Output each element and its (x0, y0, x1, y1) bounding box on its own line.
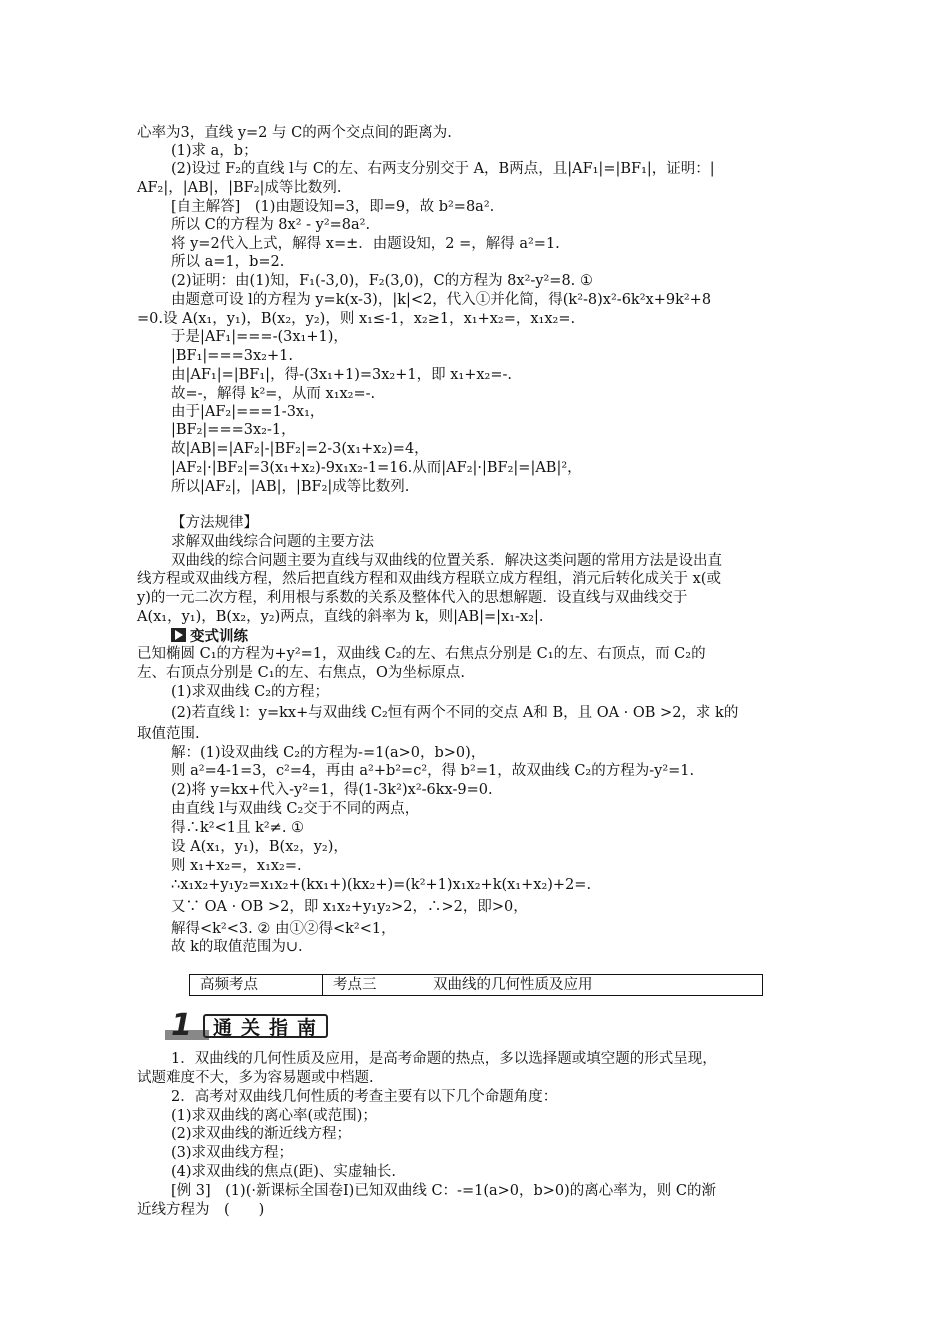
text-line: 由题意可设 l的方程为 y=k(x-3)，|k|<2，代入①并化简，得(k²-8)x²-6k²x+9k²+8 (171, 292, 712, 308)
text-line: (1)求 a，b； (171, 143, 258, 159)
text-line: 由直线 l与双曲线 C₂交于不同的两点， (171, 801, 420, 817)
play-icon (171, 628, 186, 642)
text-line: 故=-，解得 k²=，从而 x₁x₂=-. (171, 386, 376, 402)
text-line: 由|AF₁|=|BF₁|，得-(3x₁+1)=3x₂+1，即 x₁+x₂=-. (171, 367, 513, 383)
text-line: 近线方程为 ( ) (137, 1202, 265, 1218)
text-line: 试题难度不大，多为容易题或中档题. (137, 1070, 374, 1086)
text-line: 故|AB|=|AF₂|-|BF₂|=2-3(x₁+x₂)=4， (171, 441, 429, 457)
variant-training-label: 变式训练 (190, 627, 248, 645)
guide-title: 通关指南 (203, 1014, 328, 1038)
text-line: ∴x₁x₂+y₁y₂=x₁x₂+(kx₁+)(kx₂+)=(k²+1)x₁x₂+k(x₁+x₂)+2=. (171, 877, 592, 893)
text-line: 所以 a=1，b=2. (171, 254, 285, 270)
text-line: 心率为3，直线 y=2 与 C的两个交点间的距离为. (137, 125, 452, 141)
text-line: 由于|AF₂|===1-3x₁， (171, 404, 325, 420)
guide-number: 1 (171, 1008, 192, 1043)
text-line: 又∵ OA · OB >2，即 x₁x₂+y₁y₂>2，∴>2，即>0， (171, 899, 528, 915)
text-line: 于是|AF₁|===-(3x₁+1)， (171, 329, 348, 345)
text-line: |AF₂|·|BF₂|=3(x₁+x₂)-9x₁x₂-1=16.从而|AF₂|·|BF₂|=|AB|²， (171, 460, 582, 476)
text-line: 则 a²=4-1=3，c²=4，再由 a²+b²=c²，得 b²=1，故双曲线 C₂的方程为-y²=1. (171, 763, 695, 779)
variant-training-heading (171, 626, 248, 644)
text-line: 故 k的取值范围为∪. (171, 939, 303, 955)
text-line: A(x₁，y₁)，B(x₂，y₂)两点，直线的斜率为 k，则|AB|=|x₁-x₂|. (137, 609, 544, 625)
section-heading: 【方法规律】 (171, 515, 258, 531)
text-line: |BF₁|===3x₂+1. (171, 348, 293, 364)
text-line: |BF₂|===3x₂-1， (171, 422, 296, 438)
text-line: 已知椭圆 C₁的方程为+y²=1，双曲线 C₂的左、右焦点分别是 C₁的左、右顶点，而 C₂的 (137, 646, 706, 662)
text-line: (2)将 y=kx+代入-y²=1，得(1-3k²)x²-6kx-9=0. (171, 782, 493, 798)
guide-banner (165, 1008, 335, 1043)
text-line: 则 x₁+x₂=，x₁x₂=. (171, 858, 302, 874)
text-line: (2)设过 F₂的直线 l与 C的左、右两支分别交于 A，B两点，且|AF₁|=|BF₁|，证明：| (171, 161, 715, 177)
text-line: 设 A(x₁，y₁)，B(x₂，y₂)， (171, 839, 348, 855)
text-line: 解得<k²<3. ② 由①②得<k²<1， (171, 921, 396, 937)
topic-table (189, 974, 763, 996)
text-line: (4)求双曲线的焦点(距)、实虚轴长. (171, 1164, 396, 1180)
text-line: =0.设 A(x₁，y₁)，B(x₂，y₂)，则 x₁≤-1，x₂≥1，x₁+x₂=，x₁x₂=. (137, 311, 576, 327)
text-line: (2)若直线 l：y=kx+与双曲线 C₂恒有两个不同的交点 A和 B，且 OA · OB >2，求 k的 (171, 705, 739, 721)
text-line: 线方程或双曲线方程，然后把直线方程和双曲线方程联立成方程组，消元后转化成关于 x(或 (137, 571, 721, 587)
text-line: 所以 C的方程为 8x² - y²=8a². (171, 217, 371, 233)
text-line: (2)求双曲线的渐近线方程； (171, 1126, 352, 1142)
text-line: 将 y=2代入上式，解得 x=±．由题设知，2 =，解得 a²=1. (171, 236, 560, 252)
text-line: 解：(1)设双曲线 C₂的方程为-=1(a>0，b>0)， (171, 745, 486, 761)
text-line: (3)求双曲线方程； (171, 1145, 294, 1161)
topic-title: 双曲线的几何性质及应用 (433, 977, 593, 993)
text-line: (1)求双曲线的离心率(或范围)； (171, 1108, 377, 1124)
text-line: 双曲线的综合问题主要为直线与双曲线的位置关系．解决这类问题的常用方法是设出直 (171, 553, 722, 569)
text-line: [例 3] (1)(·新课标全国卷Ⅰ)已知双曲线 C：-=1(a>0，b>0)的离心率为，则 C的渐 (171, 1183, 717, 1199)
text-line: (2)证明：由(1)知，F₁(-3,0)，F₂(3,0)，C的方程为 8x²-y²=8. ① (171, 273, 593, 289)
text-line: 得∴k²<1且 k²≠. ① (171, 820, 305, 836)
topic-point: 考点三 (333, 977, 377, 993)
text-line: y)的一元二次方程，利用根与系数的关系及整体代入的思想解题．设直线与双曲线交于 (137, 590, 688, 606)
text-line: 2．高考对双曲线几何性质的考查主要有以下几个命题角度： (171, 1089, 558, 1105)
text-line: 左、右顶点分别是 C₁的左、右焦点，O为坐标原点. (137, 665, 466, 681)
text-line: 取值范围. (137, 726, 200, 742)
text-line: [自主解答] (1)由题设知=3，即=9，故 b²=8a². (171, 199, 495, 215)
text-line: 所以|AF₂|，|AB|，|BF₂|成等比数列. (171, 479, 410, 495)
topic-label: 高频考点 (190, 975, 323, 995)
text-line: 1．双曲线的几何性质及应用，是高考命题的热点，多以选择题或填空题的形式呈现， (171, 1051, 717, 1067)
text-line: AF₂|，|AB|，|BF₂|成等比数列. (137, 180, 342, 196)
text-line: 求解双曲线综合问题的主要方法 (171, 534, 374, 550)
text-line: (1)求双曲线 C₂的方程； (171, 684, 330, 700)
